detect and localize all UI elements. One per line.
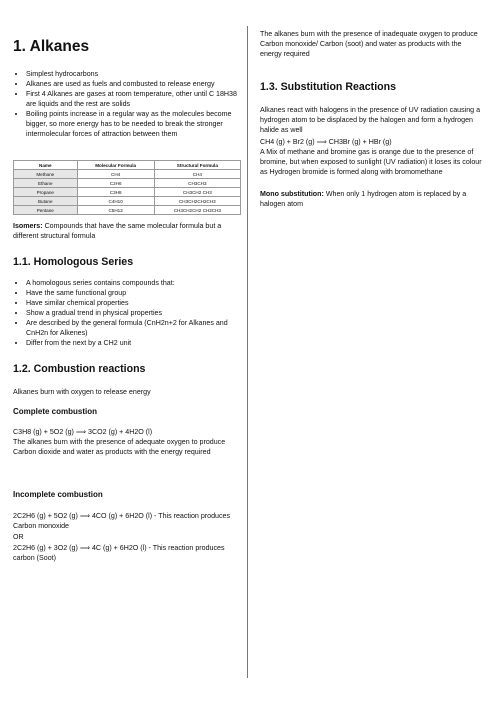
incomplete-combustion-equation-1: 2C2H6 (g) + 5O2 (g) ⟹ 4CO (g) + 6H2O (l) - This reaction produces Carbon monoxide <box>13 512 231 531</box>
table-cell: Ethane <box>14 179 78 188</box>
list-item: • Have similar chemical properties <box>26 298 241 308</box>
heading-incomplete-combustion: Incomplete combustion <box>13 490 103 499</box>
list-item: • Show a gradual trend in physical properties <box>26 308 241 318</box>
table-cell: CH3CH2CH2 CH2CH3 <box>154 206 240 215</box>
list-item: • A homologous series contains compounds that: <box>26 278 241 288</box>
table-row <box>14 170 241 179</box>
heading-complete-combustion: Complete combustion <box>13 407 98 416</box>
isomers-definition <box>13 221 241 241</box>
list-item: • Boiling points increase in a regular way as the molecules become bigger, so more energy has to be needed to break the stronger intermolecular forces of attraction between them <box>26 109 241 139</box>
complete-combustion-text: The alkanes burn with the presence of adequate oxygen to produce Carbon dioxide and water as products with the energy required <box>13 438 226 457</box>
isomers-term: Isomers: <box>13 222 43 230</box>
list-item: • Simplest hydrocarbons <box>26 69 241 79</box>
complete-combustion-equation: C3H8 (g) + 5O2 (g) ⟹ 3CO2 (g) + 4H2O (l) <box>13 428 153 436</box>
substitution-equation: CH4 (g) + Br2 (g) ⟹ CH3Br (g) + HBr (g) <box>260 138 392 146</box>
alkanes-bullet-list <box>13 69 241 139</box>
table-cell: CH4 <box>77 170 154 179</box>
mono-substitution-definition <box>260 189 484 209</box>
list-item: • First 4 Alkanes are gases at room temperature, other until C 18H38 are liquids and the rest are solids <box>26 89 241 109</box>
homologous-bullet-list <box>13 278 241 348</box>
list-item: • Differ from the next by a CH2 unit <box>26 338 241 348</box>
table-cell: Butane <box>14 197 78 206</box>
heading-substitution-reactions: 1.3. Substitution Reactions <box>260 81 396 93</box>
inadequate-oxygen-text: The alkanes burn with the presence of inadequate oxygen to produce Carbon monoxide/ Carbon (soot) and water as products with the energy required <box>260 30 478 59</box>
table-row <box>14 197 241 206</box>
list-item: • Are described by the general formula (CnH2n+2 for Alkanes and CnH2n for Alkenes) <box>26 318 241 338</box>
table-cell: Methane <box>14 170 78 179</box>
table-cell: C3H8 <box>77 188 154 197</box>
bromine-observation-text: A Mix of methane and bromine gas is orange due to the presence of bromine, but when exposed to sunlight (UV radiation) it loses its colour as Hydrogen bromide is formed along with bromomethane <box>260 148 482 177</box>
heading-combustion-reactions: 1.2. Combustion reactions <box>13 363 146 375</box>
mono-substitution-text: When only 1 hydrogen atom is replaced by a halogen atom <box>260 190 467 209</box>
table-header: Name <box>14 161 78 170</box>
table-cell: CH3CH2CH2CH3 <box>154 197 240 206</box>
table-cell: Pentane <box>14 206 78 215</box>
alkanes-table <box>13 160 241 215</box>
table-header: Structural Formula <box>154 161 240 170</box>
table-cell: CH4 <box>154 170 240 179</box>
or-label: OR <box>13 533 24 541</box>
table-header: Molecular Formula <box>77 161 154 170</box>
table-row <box>14 206 241 215</box>
list-item: • Alkanes are used as fuels and combusted to release energy <box>26 79 241 89</box>
list-item: • Have the same functional group <box>26 288 241 298</box>
isomers-text: Compounds that have the same molecular formula but a different structural formula <box>13 222 222 241</box>
table-row <box>14 188 241 197</box>
heading-alkanes: 1. Alkanes <box>13 38 90 55</box>
table-cell: CH3CH3 <box>154 179 240 188</box>
column-divider <box>247 26 248 678</box>
table-cell: C4H10 <box>77 197 154 206</box>
table-cell: C5H12 <box>77 206 154 215</box>
table-cell: CH3CH2 CH3 <box>154 188 240 197</box>
incomplete-combustion-equation-2: 2C2H6 (g) + 3O2 (g) ⟹ 4C (g) + 6H2O (l) - This reaction produces carbon (Soot) <box>13 544 225 563</box>
table-cell: Propane <box>14 188 78 197</box>
heading-homologous-series: 1.1. Homologous Series <box>13 256 134 268</box>
mono-substitution-term: Mono substitution: <box>260 190 324 198</box>
table-header-row <box>14 161 241 170</box>
table-cell: C2H6 <box>77 179 154 188</box>
substitution-text: Alkanes react with halogens in the presence of UV radiation causing a hydrogen atom to be displaced by the halogen and form a hydrogen halide as well <box>260 106 481 135</box>
combustion-intro: Alkanes burn with oxygen to release energy <box>13 388 151 396</box>
table-row <box>14 179 241 188</box>
